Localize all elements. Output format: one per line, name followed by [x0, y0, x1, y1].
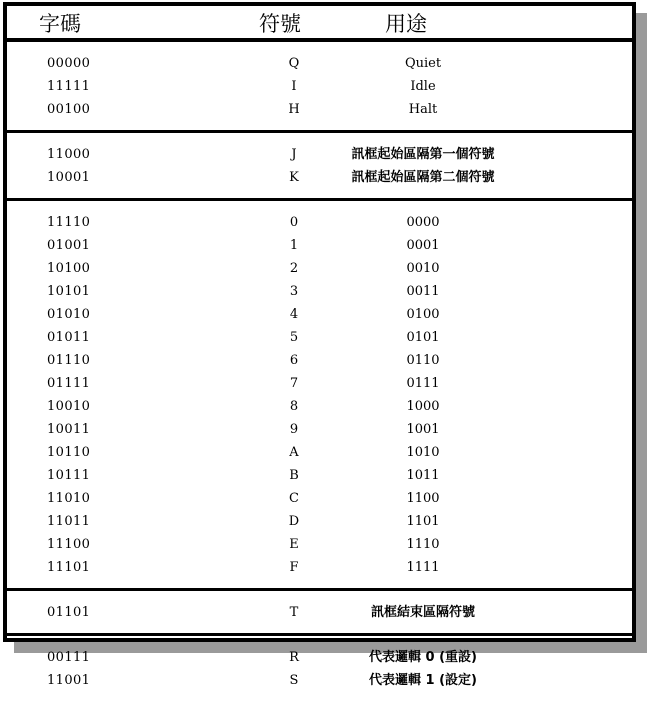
cell-symbol: 3 [289, 284, 299, 299]
cell-symbol: E [289, 537, 299, 552]
cell-symbol: R [289, 650, 299, 665]
cell-usage: 1101 [406, 514, 440, 529]
cell-symbol: 6 [289, 353, 299, 368]
cell-symbol: 2 [289, 261, 299, 276]
table-row [7, 211, 632, 234]
cell-code: 01110 [47, 353, 91, 368]
cell-usage: Idle [410, 79, 436, 94]
cell-usage: 0111 [406, 376, 440, 391]
table-row [7, 395, 632, 418]
row-group-data-symbols [7, 201, 632, 591]
cell-code: 11110 [47, 215, 91, 230]
table-row [7, 166, 632, 189]
cell-code: 11101 [47, 560, 91, 575]
table-row [7, 326, 632, 349]
table-row [7, 143, 632, 166]
cell-code: 11100 [47, 537, 91, 552]
cell-usage: 訊框起始區隔第二個符號 [351, 170, 495, 185]
table-row [7, 533, 632, 556]
cell-code: 10100 [47, 261, 91, 276]
cell-usage: 1011 [406, 468, 440, 483]
table-inner [7, 6, 632, 688]
cell-usage: 1110 [406, 537, 440, 552]
table-row [7, 464, 632, 487]
table-row [7, 646, 632, 669]
cell-usage: 0011 [406, 284, 440, 299]
cell-code: 00000 [47, 56, 91, 71]
cell-usage: 0100 [406, 307, 440, 322]
column-header-usage: 用途 [385, 12, 427, 36]
table-row [7, 98, 632, 121]
cell-symbol: 9 [289, 422, 299, 437]
cell-usage: 代表邏輯 1 (設定) [369, 673, 477, 688]
cell-usage: 1000 [406, 399, 440, 414]
cell-code: 10110 [47, 445, 91, 460]
cell-code: 10101 [47, 284, 91, 299]
table-row [7, 372, 632, 395]
table-row [7, 601, 632, 624]
table-row [7, 75, 632, 98]
cell-code: 11011 [47, 514, 91, 529]
cell-code: 01011 [47, 330, 91, 345]
table-header-row [7, 6, 632, 42]
table-row [7, 510, 632, 533]
cell-symbol: 7 [289, 376, 299, 391]
table-row [7, 418, 632, 441]
cell-symbol: 8 [289, 399, 299, 414]
table-row [7, 349, 632, 372]
cell-symbol: I [291, 79, 297, 94]
code-symbol-usage-table [3, 2, 636, 688]
table-row [7, 234, 632, 257]
column-header-symbol: 符號 [259, 12, 301, 36]
cell-code: 01111 [47, 376, 91, 391]
cell-symbol: 1 [289, 238, 299, 253]
table-row [7, 487, 632, 510]
cell-symbol: B [289, 468, 299, 483]
cell-usage: 1001 [406, 422, 440, 437]
cell-usage: 代表邏輯 0 (重設) [369, 650, 477, 665]
table-row [7, 280, 632, 303]
cell-code: 00111 [47, 650, 91, 665]
table-body [7, 42, 632, 701]
cell-code: 10001 [47, 170, 91, 185]
table-row [7, 441, 632, 464]
cell-symbol: 0 [289, 215, 299, 230]
cell-code: 00100 [47, 102, 91, 117]
cell-symbol: 4 [289, 307, 299, 322]
cell-usage: Halt [408, 102, 438, 117]
cell-code: 01101 [47, 605, 91, 620]
cell-usage: 訊框結束區隔符號 [370, 605, 475, 620]
cell-usage: 0000 [406, 215, 440, 230]
table-row [7, 303, 632, 326]
cell-symbol: H [288, 102, 300, 117]
cell-usage: 0001 [406, 238, 440, 253]
cell-symbol: T [289, 605, 299, 620]
cell-symbol: S [289, 673, 299, 688]
table-row [7, 669, 632, 692]
cell-symbol: A [289, 445, 299, 460]
cell-code: 11111 [47, 79, 91, 94]
table-row [7, 257, 632, 280]
cell-symbol: C [289, 491, 299, 506]
cell-code: 11001 [47, 673, 91, 688]
cell-code: 10111 [47, 468, 91, 483]
cell-code: 10010 [47, 399, 91, 414]
cell-usage: 0101 [406, 330, 440, 345]
row-group-end-delimiter-symbol [7, 591, 632, 636]
cell-usage: Quiet [404, 56, 442, 71]
table-row [7, 556, 632, 579]
cell-code: 11010 [47, 491, 91, 506]
cell-symbol: Q [288, 56, 300, 71]
cell-code: 11000 [47, 147, 91, 162]
cell-symbol: 5 [289, 330, 299, 345]
cell-usage: 0010 [406, 261, 440, 276]
cell-symbol: J [291, 147, 297, 162]
cell-usage: 1010 [406, 445, 440, 460]
cell-code: 01001 [47, 238, 91, 253]
row-group-logic-symbols [7, 636, 632, 701]
cell-symbol: K [289, 170, 299, 185]
row-group-start-delimiter-symbols [7, 133, 632, 201]
column-header-code: 字碼 [39, 12, 81, 36]
cell-code: 01010 [47, 307, 91, 322]
cell-usage: 訊框起始區隔第一個符號 [351, 147, 495, 162]
cell-usage: 1111 [406, 560, 440, 575]
row-group-control-symbols [7, 42, 632, 133]
cell-symbol: D [288, 514, 300, 529]
cell-symbol: F [289, 560, 299, 575]
table-row [7, 52, 632, 75]
cell-usage: 0110 [406, 353, 440, 368]
cell-usage: 1100 [406, 491, 440, 506]
cell-code: 10011 [47, 422, 91, 437]
